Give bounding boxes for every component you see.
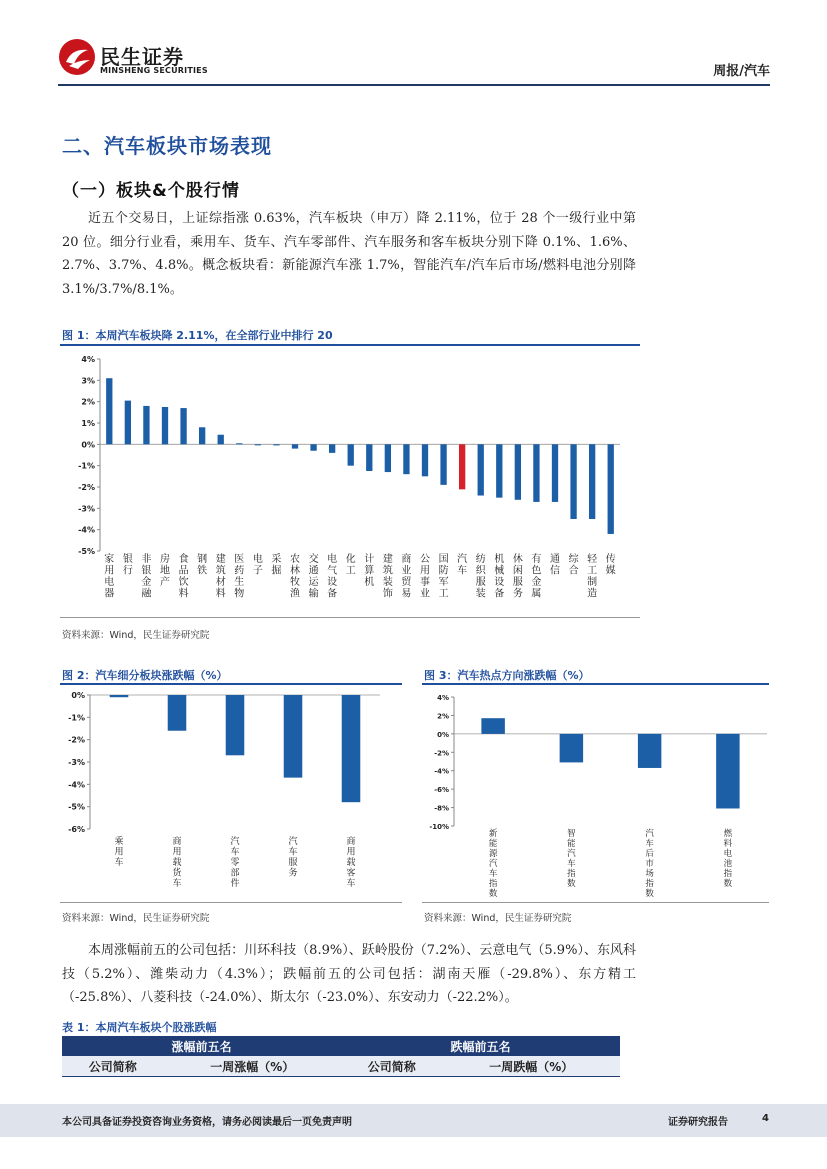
bar — [638, 734, 661, 768]
y-tick-label: -2% — [434, 749, 449, 758]
y-tick-label: -4% — [78, 525, 95, 535]
bar — [218, 435, 224, 445]
bar — [236, 443, 242, 444]
x-category-label: 非银金融 — [141, 554, 152, 600]
figure3-rule — [422, 683, 769, 685]
y-tick-label: -1% — [78, 461, 95, 471]
column-header: 一周涨幅（%） — [163, 1056, 341, 1077]
x-category-label: 建筑装饰 — [382, 554, 393, 600]
x-category-label: 计算机 — [364, 554, 375, 588]
bar — [422, 444, 428, 476]
x-category-label: 机械设备 — [494, 554, 505, 600]
y-tick-label: 0% — [81, 440, 95, 450]
y-tick-label: 1% — [81, 419, 95, 428]
x-category-label: 传媒 — [605, 554, 616, 577]
x-category-label: 食品饮料 — [178, 554, 189, 600]
column-header: 公司简称 — [341, 1056, 442, 1077]
table-caption: 表 1：本周汽车板块个股涨跌幅 — [62, 1021, 217, 1034]
sub-sector-chart — [60, 688, 402, 900]
x-category-label: 农林牧渔 — [290, 554, 300, 600]
footer-report-type: 证券研究报告 — [668, 1117, 728, 1128]
x-category-label: 化工 — [345, 554, 356, 577]
y-tick-label: -1% — [68, 713, 85, 723]
x-category-label: 智能汽车指数 — [567, 829, 576, 889]
y-tick-label: -2% — [68, 735, 85, 745]
footer-disclaimer: 本公司具备证券投资咨询业务资格，请务必阅读最后一页免责声明 — [62, 1117, 352, 1128]
paragraph-top-stocks — [62, 939, 636, 1010]
figure3-source: 资料来源：Wind，民生证券研究院 — [424, 913, 572, 924]
y-tick-label: 4% — [437, 694, 449, 702]
table-group-header-row — [62, 1036, 620, 1056]
minsheng-logo-icon — [58, 38, 96, 76]
x-category-label: 公用事业 — [420, 554, 430, 600]
x-category-label: 商用载货车 — [172, 837, 182, 889]
y-tick-label: -6% — [68, 825, 85, 834]
bar — [589, 444, 595, 519]
y-tick-label: 2% — [437, 712, 449, 721]
x-category-label: 通信 — [550, 554, 560, 577]
x-category-label: 电气设备 — [327, 554, 338, 600]
subsection-title: （一）板块&个股行情 — [62, 181, 240, 201]
figure3-bottom-rule — [422, 902, 769, 903]
x-category-label: 电子 — [252, 554, 263, 577]
bar — [292, 444, 298, 448]
bar — [533, 444, 539, 502]
figure1-rule — [60, 344, 640, 346]
y-tick-label: -4% — [68, 780, 85, 790]
figure2-caption: 图 2：汽车细分板块涨跌幅（%） — [62, 669, 228, 682]
losers-group-header: 跌幅前五名 — [341, 1036, 620, 1056]
bar — [199, 427, 205, 444]
gainers-group-header: 涨幅前五名 — [62, 1036, 341, 1056]
figure2-source: 资料来源：Wind，民生证券研究院 — [62, 913, 210, 924]
bar — [716, 734, 739, 809]
y-tick-label: 0% — [71, 691, 85, 700]
column-header: 一周跌幅（%） — [442, 1056, 620, 1077]
bar — [478, 444, 484, 495]
bar — [552, 444, 558, 502]
bar — [110, 695, 129, 697]
y-tick-label: 4% — [81, 355, 95, 364]
y-tick-label: -4% — [434, 767, 449, 776]
x-category-label: 商用载客车 — [346, 837, 356, 889]
y-tick-label: -3% — [78, 504, 95, 514]
x-category-label: 休闲服务 — [512, 554, 523, 600]
x-category-label: 汽车零部件 — [230, 837, 240, 889]
bar — [560, 734, 583, 763]
bar — [342, 695, 361, 802]
bar — [255, 444, 261, 445]
paragraph-text: 本周涨幅前五的公司包括：川环科技（8.9%）、跃岭股份（7.2%）、云意电气（5.9%）、东风科技（5.2%）、潍柴动力（4.3%）；跌幅前五的公司包括：湖南天雁（-29.8%）、东方精工（-25.8%）、八菱科技（-24.0%）、斯太尔（-23.0%）、东安动力（-22.2%）。 — [62, 943, 636, 1005]
bar — [180, 408, 186, 444]
bar — [348, 444, 354, 465]
figure2-bottom-rule — [60, 902, 402, 903]
bar — [496, 444, 502, 497]
y-tick-label: -2% — [78, 483, 95, 492]
bar — [284, 695, 303, 778]
table-column-header-row — [62, 1056, 620, 1077]
y-tick-label: -8% — [434, 804, 449, 813]
logo-english-name: MINSHENG SECURITIES — [100, 66, 208, 75]
x-category-label: 交通运输 — [308, 554, 319, 600]
bar — [366, 444, 372, 471]
x-category-label: 纺织服装 — [475, 554, 486, 600]
bar — [226, 695, 245, 755]
x-category-label: 采掘 — [271, 554, 282, 577]
x-category-label: 轻工制造 — [587, 554, 598, 600]
y-tick-label: -10% — [429, 823, 449, 831]
figure1-bottom-rule — [60, 617, 640, 618]
bar — [440, 444, 446, 485]
x-category-label: 钢铁 — [197, 554, 208, 577]
bar — [570, 444, 576, 519]
x-category-label: 房地产 — [160, 554, 170, 588]
y-tick-label: -5% — [78, 547, 95, 556]
bar — [608, 444, 614, 534]
bar — [310, 444, 316, 450]
y-tick-label: -3% — [68, 758, 85, 767]
bar — [162, 407, 168, 444]
bar — [459, 444, 465, 489]
figure2-rule — [60, 683, 402, 685]
bar — [403, 444, 409, 474]
hot-theme-chart — [422, 688, 769, 900]
report-category: 周报/汽车 — [713, 64, 770, 79]
x-category-label: 医药生物 — [234, 554, 245, 600]
x-category-label: 燃料电池指数 — [723, 829, 733, 889]
industry-ranking-chart — [60, 350, 640, 610]
paragraph-text: 近五个交易日，上证综指涨 0.63%，汽车板块（申万）降 2.11%，位于 28 个一级行业中第 20 位。细分行业看，乘用车、货车、汽车零部件、汽车服务和客车板块分别下降 0.1%、1.6%、2.7%、3.7%、4.8%。概念板块看：新能源汽车涨 1.7%，智能汽车/汽车后市场/燃料电池分别降 3.1%/3.7%/8.1%。 — [62, 211, 636, 297]
stock-movers-table — [62, 1036, 620, 1077]
x-category-label: 国防军工 — [438, 554, 449, 600]
header-divider — [58, 84, 770, 86]
page-header — [58, 38, 770, 80]
x-category-label: 新能源汽车指数 — [488, 829, 498, 899]
bar — [273, 444, 279, 445]
figure3-caption: 图 3：汽车热点方向涨跌幅（%） — [424, 669, 590, 682]
y-tick-label: -5% — [68, 802, 85, 812]
x-category-label: 汽车后市场指数 — [645, 829, 654, 899]
paragraph-market-summary — [62, 207, 636, 301]
x-category-label: 建筑材料 — [215, 554, 226, 600]
bar — [385, 444, 391, 472]
bar — [329, 444, 335, 453]
x-category-label: 汽车服务 — [288, 837, 298, 879]
x-category-label: 银行 — [122, 554, 133, 577]
bar — [106, 378, 112, 444]
bar — [515, 444, 521, 499]
y-tick-label: 0% — [437, 730, 449, 739]
x-category-label: 有色金属 — [531, 554, 542, 600]
page-number: 4 — [762, 1113, 769, 1124]
figure1-source: 资料来源：Wind，民生证券研究院 — [62, 630, 210, 641]
logo-chinese-name: 民生证券 — [100, 45, 184, 69]
x-category-label: 综合 — [568, 554, 579, 577]
x-category-label: 家用电器 — [104, 554, 115, 600]
x-category-label: 乘用车 — [114, 837, 124, 868]
bar — [143, 406, 149, 444]
x-category-label: 汽车 — [457, 554, 468, 577]
bar — [125, 401, 131, 445]
y-tick-label: 3% — [81, 376, 95, 386]
column-header: 公司简称 — [62, 1056, 163, 1077]
y-tick-label: 2% — [81, 397, 95, 407]
x-category-label: 商业贸易 — [401, 554, 412, 600]
bar — [481, 718, 504, 734]
bar — [168, 695, 187, 731]
figure1-caption: 图 1：本周汽车板块降 2.11%，在全部行业中排行 20 — [62, 329, 333, 342]
y-tick-label: -6% — [434, 786, 449, 795]
section-title: 二、汽车板块市场表现 — [62, 134, 272, 158]
